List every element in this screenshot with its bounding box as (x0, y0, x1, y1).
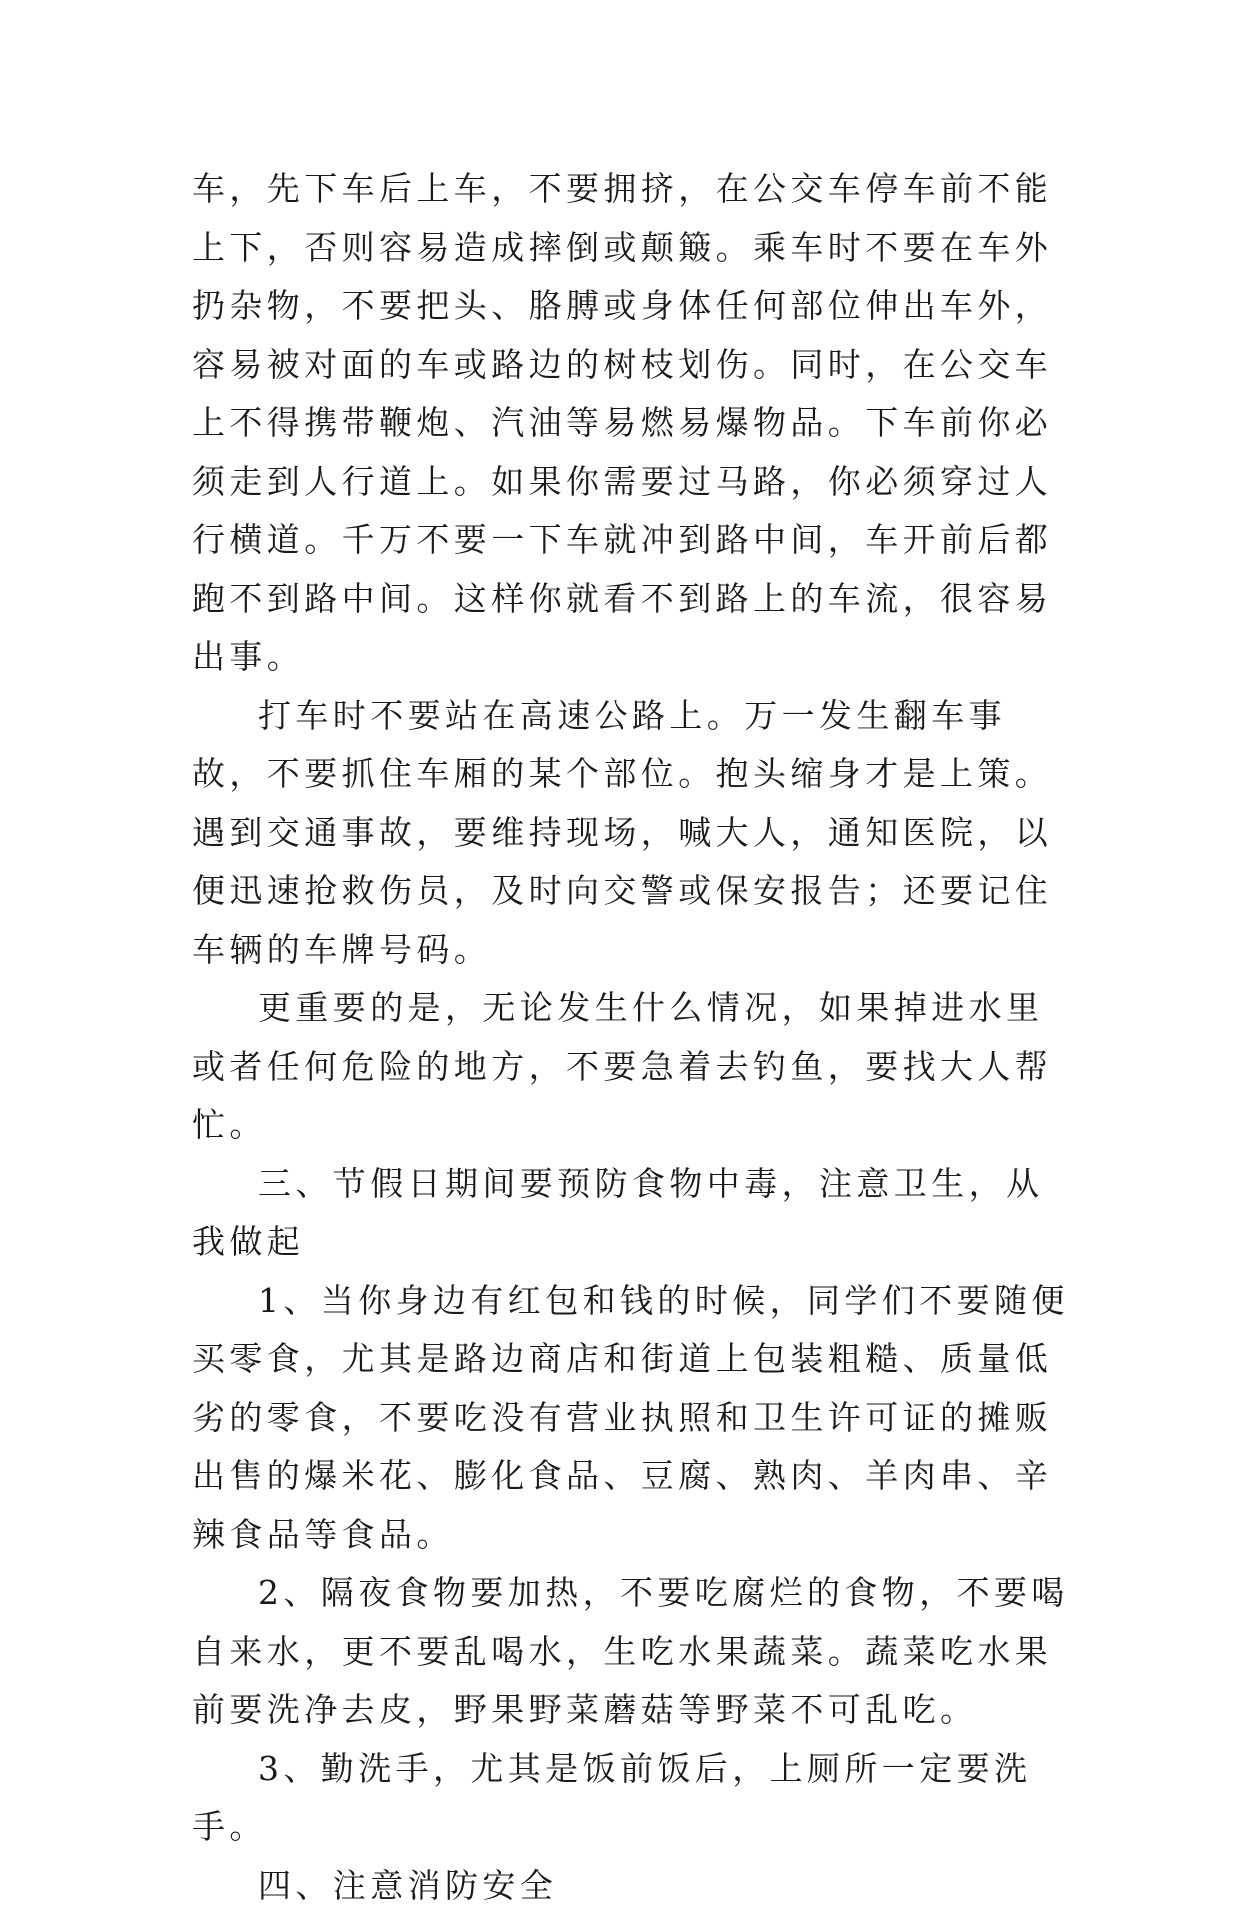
section-heading-food-poisoning: 三、节假日期间要预防食物中毒，注意卫生，从我做起 (192, 1155, 1072, 1272)
paragraph-water-danger: 更重要的是，无论发生什么情况，如果掉进水里或者任何危险的地方，不要急着去钓鱼，要找大人帮忙。 (192, 979, 1072, 1155)
section-heading-fire-safety: 四、注意消防安全 (192, 1857, 1072, 1915)
paragraph-bus-safety: 车，先下车后上车，不要拥挤，在公交车停车前不能上下，否则容易造成摔倒或颠簸。乘车时不要在车外扔杂物，不要把头、胳膊或身体任何部位伸出车外，容易被对面的车或路边的树枝划伤。同时，在公交车上不得携带鞭炮、汽油等易燃易爆物品。下车前你必须走到人行道上。如果你需要过马路，你必须穿过人行横道。千万不要一下车就冲到路中间，车开前后都跑不到路中间。这样你就看不到路上的车流，很容易出事。 (192, 160, 1072, 687)
paragraph-item-1-snacks: 1、当你身边有红包和钱的时候，同学们不要随便买零食，尤其是路边商店和街道上包装粗糙、质量低劣的零食，不要吃没有营业执照和卫生许可证的摊贩出售的爆米花、膨化食品、豆腐、熟肉、羊肉串、辛辣食品等食品。 (192, 1272, 1072, 1565)
paragraph-item-3-handwashing: 3、勤洗手，尤其是饭前饭后，上厕所一定要洗手。 (192, 1740, 1072, 1857)
paragraph-item-2-food: 2、隔夜食物要加热，不要吃腐烂的食物，不要喝自来水，更不要乱喝水，生吃水果蔬菜。蔬菜吃水果前要洗净去皮，野果野菜蘑菇等野菜不可乱吃。 (192, 1564, 1072, 1740)
document-page (192, 160, 1072, 1600)
paragraph-taxi-accident: 打车时不要站在高速公路上。万一发生翻车事故，不要抓住车厢的某个部位。抱头缩身才是上策。遇到交通事故，要维持现场，喊大人，通知医院，以便迅速抢救伤员，及时向交警或保安报告；还要记住车辆的车牌号码。 (192, 687, 1072, 980)
